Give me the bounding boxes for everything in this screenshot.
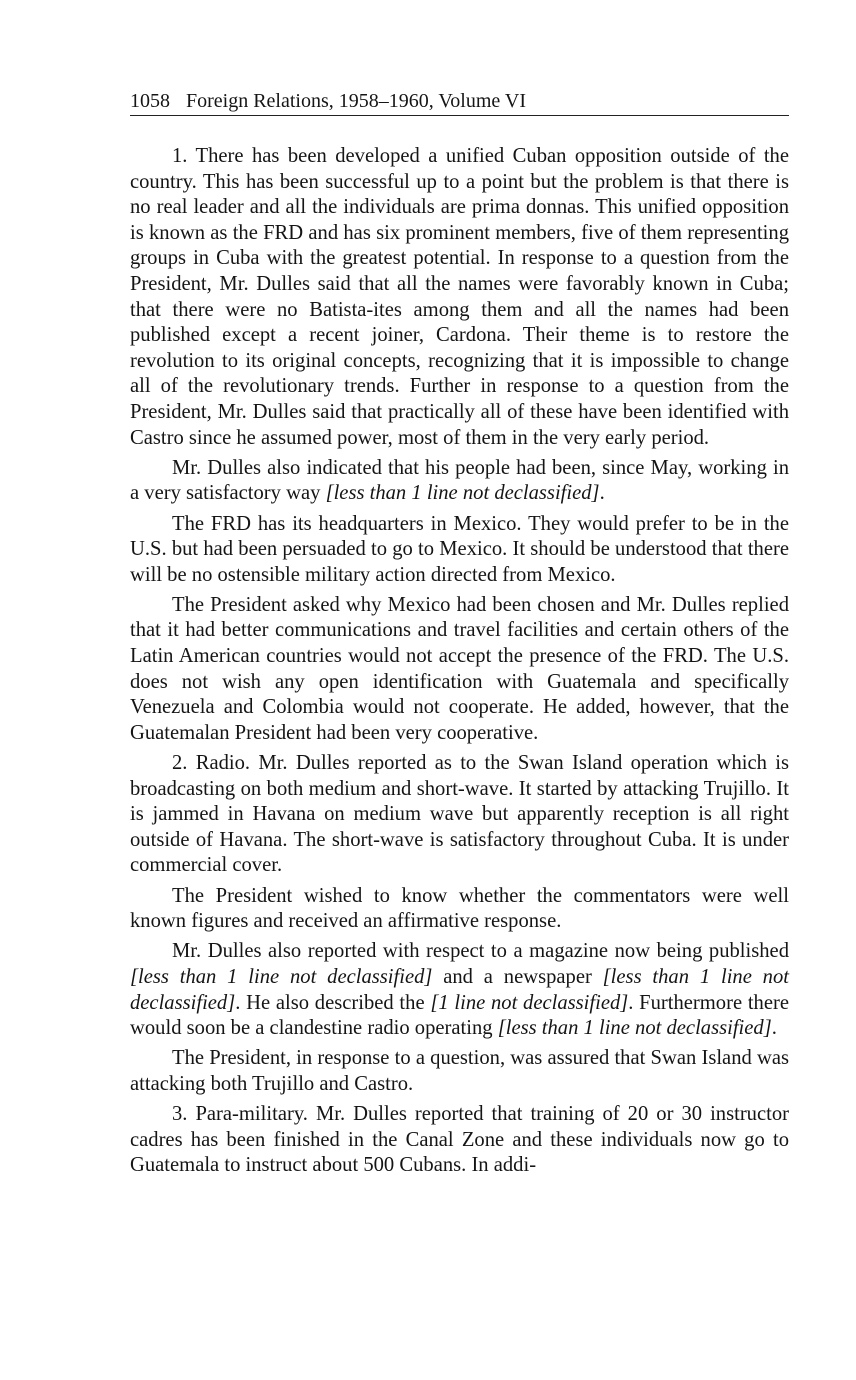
paragraph-6: The President wished to know whether the commentators were well known figures and received an affirmative response. bbox=[130, 884, 789, 933]
paragraph-8: The President, in response to a question, was assured that Swan Island was attacking both Trujillo and Castro. bbox=[130, 1047, 789, 1095]
page-number: 1058 bbox=[130, 90, 170, 112]
paragraph-7: Mr. Dulles also reported with respect to a magazine now being published [less than 1 line not declassified] and a newspaper [less than 1 line not declassified]. He also described the [1 line not declassified]. Furthermore there would soon be a clandestine radio operating [less than 1 line not declassified]. bbox=[130, 940, 790, 1040]
redaction-note: [1 line not declassified] bbox=[430, 991, 629, 1014]
paragraph-2: Mr. Dulles also indicated that his people had been, since May, working in a very satisfactory way [less than 1 line not declassified]. bbox=[130, 456, 789, 505]
running-header bbox=[130, 89, 789, 116]
paragraph-3: The FRD has its headquarters in Mexico. They would prefer to be in the U.S. but had been persuaded to go to Mexico. It should be understood that there will be no ostensible military action directed from Mexico. bbox=[130, 512, 789, 586]
volume-title: Foreign Relations, 1958–1960, Volume VI bbox=[186, 90, 526, 112]
document-body bbox=[130, 144, 789, 1184]
paragraph-5: 2. Radio. Mr. Dulles reported as to the Swan Island operation which is broadcasting on both medium and short-wave. It started by attacking Trujillo. It is jammed in Havana on medium wave but apparently reception is all right outside of Havana. The short-wave is satisfactory throughout Cuba. It is under commercial cover. bbox=[130, 752, 789, 877]
redaction-note: [less than 1 line not declassified] bbox=[130, 965, 790, 1014]
paragraph-9: 3. Para-military. Mr. Dulles reported that training of 20 or 30 instructor cadres has been finished in the Canal Zone and these individuals now go to Guatemala to instruct about 500 Cubans. In addi- bbox=[130, 1103, 789, 1177]
paragraph-1: 1. There has been developed a unified Cuban opposition outside of the country. This has been successful up to a point but the problem is that there is no real leader and all the individuals are prima donnas. This unified opposition is known as the FRD and has six prominent members, five of them representing groups in Cuba with the greatest potential. In response to a question from the President, Mr. Dulles said that all the names were favorably known in Cuba; that there were no Batista-ites among them and all the names had been published except a recent joiner, Cardona. Their theme is to restore the revolution to its original concepts, recognizing that it is impossible to change all of the revolutionary trends. Further in response to a question from the President, Mr. Dulles said that practically all of these have been identified with Castro since he assumed power, most of them in the very early period. bbox=[130, 145, 789, 449]
redaction-note: [less than 1 line not declassified] bbox=[325, 482, 600, 505]
paragraph-4: The President asked why Mexico had been chosen and Mr. Dulles replied that it had better communications and travel facilities and certain others of the Latin American countries would not accept the presence of the FRD. The U.S. does not wish any open identification with Guatemala and specifically Venezuela and Colombia would not cooperate. He added, however, that the Guatemalan President had been very cooperative. bbox=[130, 593, 789, 744]
redaction-note: [less than 1 line not declassified] bbox=[130, 965, 433, 988]
redaction-note: [less than 1 line not declassified] bbox=[497, 1017, 772, 1040]
